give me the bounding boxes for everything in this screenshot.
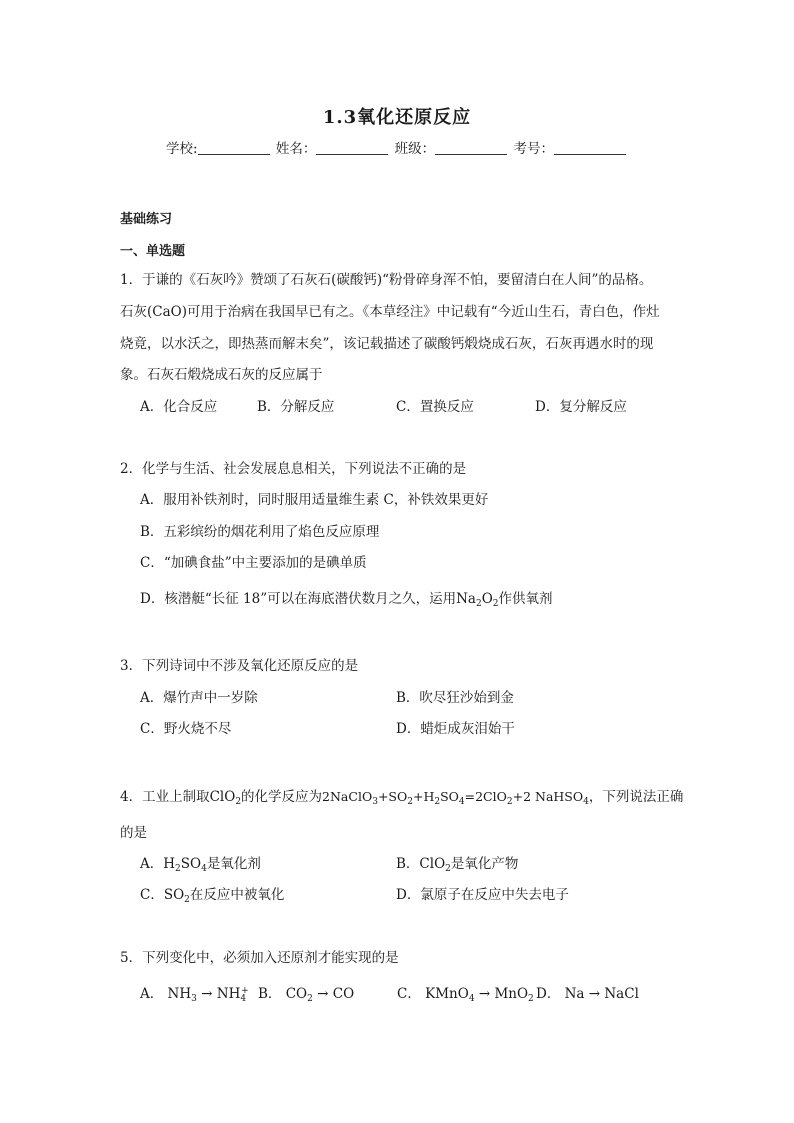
class-blank[interactable] [435,141,507,155]
student-info-row [0,137,794,157]
q5-option-d[interactable]: D． Na → NaCl [536,986,639,1002]
q1-option-c[interactable]: C．置换反应 [396,399,474,415]
q5-option-d-label: D． [536,986,561,1002]
q4-option-c-text: 在反应中被氧化 [189,887,285,903]
q2-option-a[interactable]: A．服用补铁剂时，同时服用适量维生素 C，补铁效果更好 [140,492,489,508]
q1-line-3: 烧竟，以水沃之，即热蒸而解末矣”，该记载描述了碳酸钙煅烧成石灰，石灰再遇水时的现 [120,336,654,352]
q1-option-d[interactable]: D．复分解反应 [535,399,627,415]
section-basic: 基础练习 [120,212,173,227]
q1-line-4: 象。石灰石煅烧成石灰的反应属于 [120,367,323,383]
q5-option-c[interactable]: C． KMnO$_4$ → MnO$_2$ [397,986,534,1004]
q2-option-d[interactable]: D．核潜艇“长征 18”可以在海底潜伏数月之久，运用$Na_2O_2$作供氧剂 [140,591,553,609]
section-single-choice: 一、单选题 [120,244,186,259]
number-label: 考号： [513,141,554,157]
q2-option-b[interactable]: B．五彩缤纷的烟花利用了焰色反应原理 [140,524,380,540]
q3-option-c[interactable]: C．野火烧不尽 [140,721,232,737]
q4-option-c-label: C． [140,887,164,903]
q4-stem-text: 4．工业上制取 [120,789,210,805]
q1-line-2: 石灰(CaO)可用于治病在我国早已有之。《本草经注》中记载有“今近山生石，青白色，作灶 [120,304,660,320]
q1-option-b[interactable]: B．分解反应 [257,399,335,415]
q2-option-c[interactable]: C．“加碘食盐”中主要添加的是碘单质 [140,555,367,571]
q4-stem-text-end: ，下列说法正确 [588,789,684,805]
page-title: 1.3氧化还原反应 [322,107,472,128]
q5-option-a[interactable]: A． $NH_3 \to NH_4^+$ [140,986,249,1004]
q5-option-b-label: B． [258,986,282,1002]
q5-stem: 5．下列变化中，必须加入还原剂才能实现的是 [120,950,399,966]
q3-option-a[interactable]: A．爆竹声中一岁除 [140,690,258,706]
q4-stem: 4．工业上制取ClO$_2$的化学反应为$2NaClO_3+SO_2+H_2SO_4=2ClO_2+2$ NaHSO$_4$，下列说法正确 [120,789,684,807]
q4-stem-line-2: 的是 [120,825,147,841]
q1-option-a[interactable]: A．化合反应 [140,399,218,415]
q4-option-a-label: A． [140,856,164,872]
q5-option-b[interactable]: B． $CO_2$ → CO [258,986,355,1004]
school-label: 学校: [166,141,198,157]
class-label: 班级： [394,141,436,157]
q1-line-1: 1．于谦的《石灰吟》赞颂了石灰石(碳酸钙)“粉骨碎身浑不怕，要留清白在人间”的品格。 [120,272,653,288]
q3-option-b[interactable]: B．吹尽狂沙始到金 [396,690,514,706]
q2-option-d-text-end: 作供氧剂 [498,591,553,607]
q4-option-b-label: B． [396,856,420,872]
q2-option-d-text: D．核潜艇“长征 18”可以在海底潜伏数月之久，运用 [140,591,457,607]
q4-option-a-text: 是氧化剂 [206,856,261,872]
q4-option-a[interactable]: A．$H_2SO_4$是氧化剂 [140,856,261,874]
q4-stem-text-mid: 的化学反应为 [241,789,323,805]
q3-option-d[interactable]: D．蜡炬成灰泪始干 [396,721,515,737]
school-blank[interactable] [198,141,270,155]
q4-option-b-text: 是氧化产物 [450,856,519,872]
q4-option-c[interactable]: C．$SO_2$在反应中被氧化 [140,887,285,905]
number-blank[interactable] [554,141,626,155]
q4-option-b[interactable]: B．ClO$_2$是氧化产物 [396,856,519,874]
name-blank[interactable] [316,141,388,155]
q5-option-a-label: A． [140,986,164,1002]
q4-option-d[interactable]: D．氯原子在反应中失去电子 [396,887,569,903]
name-label: 姓名： [275,141,317,157]
q2-stem: 2．化学与生活、社会发展息息相关，下列说法不正确的是 [120,461,467,477]
q5-option-c-label: C． [397,986,421,1002]
q3-stem: 3．下列诗词中不涉及氧化还原反应的是 [120,658,359,674]
